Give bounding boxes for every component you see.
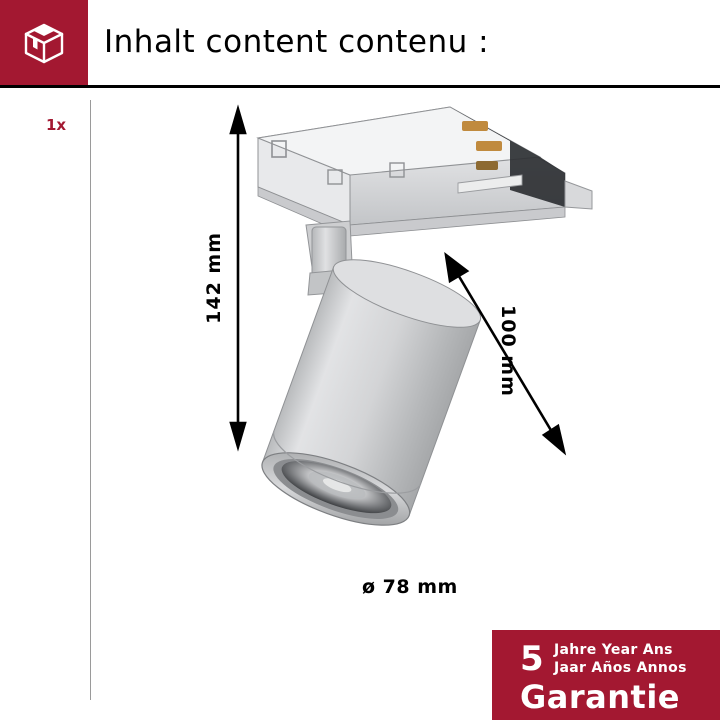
- dimension-height: 142 mm: [203, 232, 225, 324]
- spotlight-drawing-icon: [200, 95, 700, 615]
- box-package-icon: [17, 16, 71, 70]
- dimension-diameter: ø 78 mm: [362, 576, 458, 598]
- warranty-word: Garantie: [520, 678, 680, 716]
- warranty-badge: [492, 630, 720, 720]
- column-divider: [90, 100, 91, 700]
- product-illustration: [200, 95, 700, 615]
- quantity-label: 1x: [46, 116, 67, 134]
- warranty-languages-line-1: Jahre Year Ans: [554, 642, 673, 658]
- dimension-depth: 100 mm: [497, 305, 519, 397]
- warranty-years-number: 5: [520, 639, 544, 679]
- page-header: [0, 0, 720, 88]
- warranty-languages-line-2: Jaar Años Annos: [554, 660, 687, 676]
- content-badge: [0, 0, 88, 85]
- page-title: Inhalt content contenu :: [104, 24, 490, 60]
